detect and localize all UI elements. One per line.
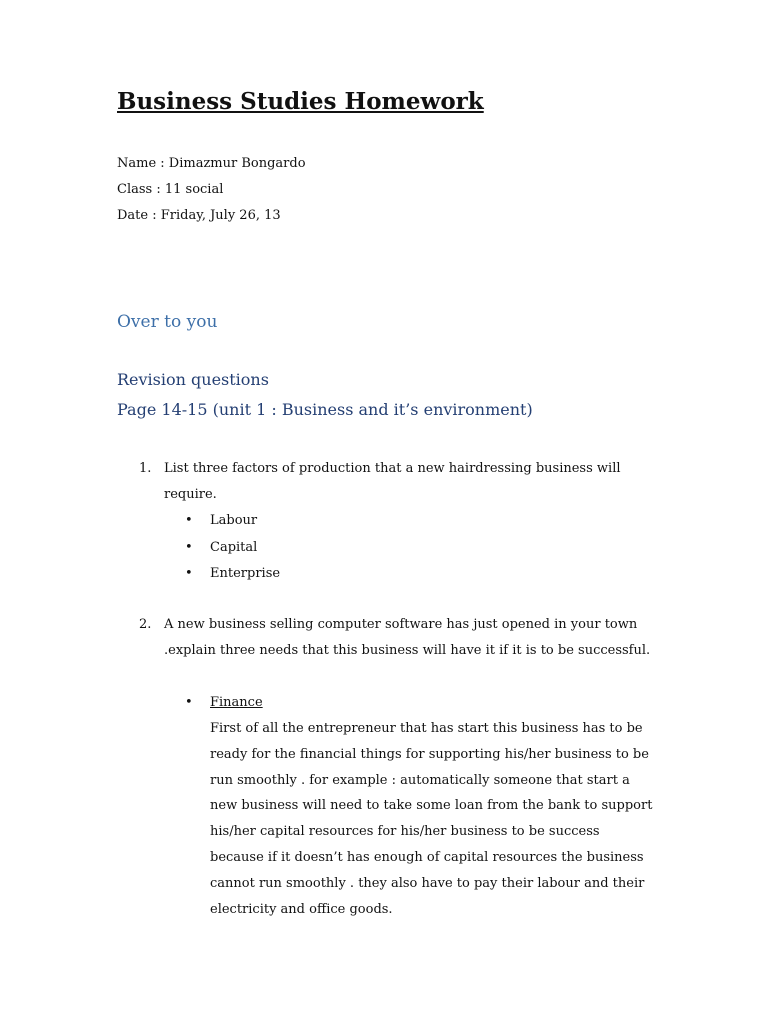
- bullet-icon: •: [185, 695, 193, 710]
- question-text: [164, 612, 654, 664]
- list-item: [185, 508, 280, 535]
- question-text-line: List three factors of production that a new hairdressing business will: [164, 461, 621, 476]
- homework-date: Date : Friday, July 26, 13: [117, 208, 281, 223]
- answer-line: ready for the financial things for supporting his/her business to be: [210, 746, 649, 762]
- question-number: 1.: [139, 461, 152, 476]
- question-2: [117, 612, 657, 664]
- factors-list: [185, 508, 280, 588]
- list-item-label: Capital: [210, 539, 258, 555]
- question-text: [164, 456, 654, 508]
- heading-over-to-you: Over to you: [117, 312, 218, 332]
- bullet-icon: •: [185, 566, 193, 581]
- list-item-label: Labour: [210, 513, 258, 528]
- answer-paragraph: [210, 716, 660, 922]
- list-item: [185, 561, 280, 588]
- answer-label: Finance: [210, 695, 263, 710]
- student-class: Class : 11 social: [117, 182, 224, 197]
- question-text-line: .explain three needs that this business will have it if it is to be successful.: [164, 643, 651, 658]
- document-title: Business Studies Homework: [117, 88, 484, 115]
- heading-page-unit: Page 14-15 (unit 1 : Business and it’s environment): [117, 400, 533, 419]
- answer-line: run smoothly . for example : automatically someone that start a: [210, 772, 630, 788]
- list-item: [185, 535, 280, 562]
- question-text-line: A new business selling computer software has just opened in your town: [164, 617, 638, 632]
- answer-line: new business will need to take some loan from the bank to support: [210, 798, 653, 814]
- answer-line: First of all the entrepreneur that has start this business has to be: [210, 721, 643, 736]
- question-text-line: require.: [164, 487, 217, 502]
- bullet-icon: •: [185, 539, 193, 555]
- heading-revision-questions: Revision questions: [117, 370, 269, 389]
- question-number: 2.: [139, 617, 152, 632]
- answer-line: electricity and office goods.: [210, 901, 393, 917]
- answer-line: because if it doesn’t has enough of capital resources the business: [210, 849, 644, 865]
- bullet-icon: •: [185, 513, 193, 528]
- list-item-label: Enterprise: [210, 566, 281, 581]
- student-name: Name : Dimazmur Bongardo: [117, 156, 306, 171]
- answer-line: cannot run smoothly . they also have to pay their labour and their: [210, 875, 645, 891]
- answer-line: his/her capital resources for his/her business to be success: [210, 824, 600, 840]
- question-1: [117, 456, 657, 508]
